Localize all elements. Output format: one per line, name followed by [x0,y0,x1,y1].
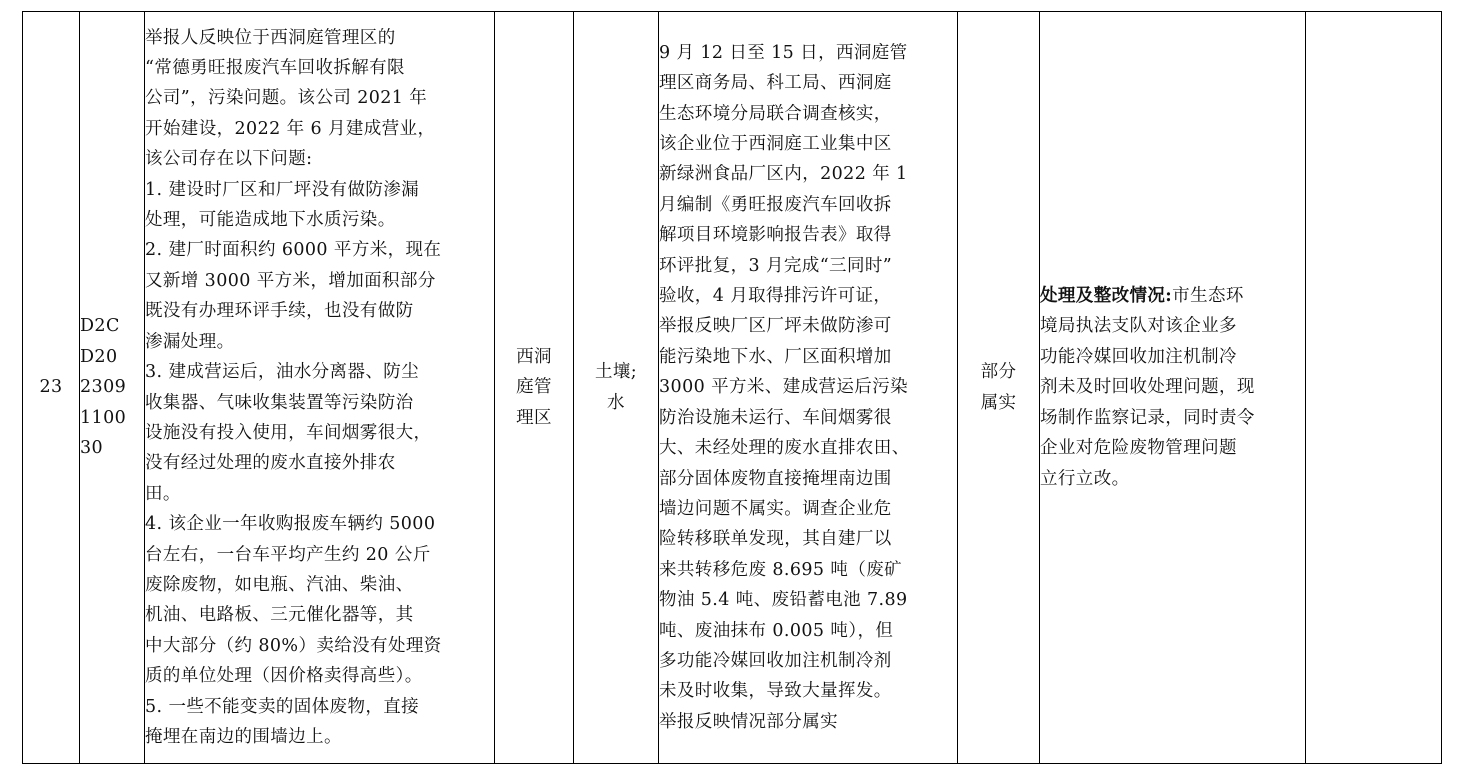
handling-first-line [1040,281,1305,311]
investigation-line: 吨、废油抹布 0.005 吨），但 [659,620,894,641]
complaint-line: 台左右，一台车平均产生约 20 公斤 [145,544,431,565]
complaint-line: 收集器、气味收集装置等污染防治 [145,392,414,413]
complaint-report-table [22,11,1442,764]
investigation-line: 物油 5.4 吨、废铅蓄电池 7.89 [659,590,908,611]
verdict-line: 属实 [980,392,1017,413]
complaint-code-line: 30 [80,438,104,459]
complaint-line: 3. 建成营运后，油水分离器、防尘 [145,362,420,383]
district-cell [495,12,574,764]
investigation-line: 未及时收集，导致大量挥发。 [659,681,892,702]
complaint-content-cell [145,12,495,764]
district-line: 理区 [516,407,552,428]
handling-line: 功能冷媒回收加注机制冷 [1040,346,1237,367]
complaint-line: “常德勇旺报废汽车回收拆解有限 [145,58,405,79]
handling-line: 境局执法支队对该企业多 [1040,316,1237,337]
complaint-line: 5. 一些不能变卖的固体废物，直接 [145,696,420,717]
handling-line: 剂未及时回收处理问题，现 [1040,377,1255,398]
investigation-line: 3000 平方米、建成营运后污染 [659,377,908,398]
investigation-line: 新绿洲食品厂区内，2022 年 1 [659,164,908,185]
investigation-line: 该企业位于西洞庭工业集中区 [659,134,892,155]
investigation-line: 墙边问题不属实。调查企业危 [659,498,892,519]
investigation-line: 能污染地下水、厂区面积增加 [659,346,892,367]
complaint-line: 没有经过处理的废水直接外排农 [145,453,396,474]
handling-line: 企业对危险废物管理问题 [1040,438,1237,459]
investigation-cell [659,12,958,764]
investigation-line: 理区商务局、科工局、西洞庭 [659,73,892,94]
handling-heading: 处理及整改情况: [1040,286,1173,307]
complaint-code-line: D2C [80,316,120,337]
handling-line: 立行立改。 [1040,468,1130,489]
investigation-line: 举报反映厂区厂坪未做防渗可 [659,316,892,337]
complaint-line: 举报人反映位于西洞庭管理区的 [145,27,396,48]
complaint-line: 该公司存在以下问题: [145,149,313,170]
district-line: 西洞 [516,346,552,367]
complaint-line: 1. 建设时厂区和厂坪没有做防渗漏 [145,179,420,200]
pollution-type-line: 水 [607,392,625,413]
handling-cell [1040,12,1306,764]
complaint-line: 设施没有投入使用，车间烟雾很大， [145,422,432,443]
complaint-line: 处理，可能造成地下水质污染。 [145,210,396,231]
pollution-type-line: 土壤; [594,362,638,383]
sequence-number: 23 [39,377,63,398]
investigation-line: 多功能冷媒回收加注机制冷剂 [659,650,892,671]
investigation-line: 生态环境分局联合调查核实， [659,103,892,124]
investigation-line: 月编制《勇旺报废汽车回收拆 [659,194,892,215]
pollution-type-cell [574,12,659,764]
complaint-line: 4. 该企业一年收购报废车辆约 5000 [145,514,436,535]
district-line: 庭管 [516,377,552,398]
investigation-line: 解项目环境影响报告表》取得 [659,225,892,246]
investigation-line: 举报反映情况部分属实 [659,711,838,732]
complaint-line: 渗漏处理。 [145,331,235,352]
investigation-line: 环评批复，3 月完成“三同时” [659,255,893,276]
investigation-line: 来共转移危废 8.695 吨（废矿 [659,559,903,580]
complaint-line: 既没有办理环评手续，也没有做防 [145,301,414,322]
investigation-line: 防治设施未运行、车间烟雾很 [659,407,892,428]
table-row [23,12,1442,764]
investigation-line: 大、未经处理的废水直排农田、 [659,438,910,459]
remark-cell [1306,12,1442,764]
investigation-line: 验收，4 月取得排污许可证， [659,286,892,307]
complaint-line: 田。 [145,483,181,504]
complaint-line: 又新增 3000 平方米，增加面积部分 [145,270,436,291]
complaint-line: 质的单位处理（因价格卖得高些）。 [145,666,423,687]
complaint-code-line: D20 [80,346,118,367]
investigation-line: 部分固体废物直接掩埋南边围 [659,468,892,489]
complaint-line: 中大部分（约 80%）卖给没有处理资 [145,635,442,656]
investigation-line: 险转移联单发现，其自建厂以 [659,529,892,550]
handling-line: 市生态环 [1172,286,1244,307]
complaint-line: 2. 建厂时面积约 6000 平方米，现在 [145,240,442,261]
complaint-code-cell [80,12,145,764]
complaint-line: 机油、电路板、三元催化器等，其 [145,605,414,626]
sequence-number-cell [23,12,80,764]
verdict-cell [958,12,1040,764]
complaint-line: 开始建设，2022 年 6 月建成营业， [145,118,436,139]
complaint-line: 掩埋在南边的围墙边上。 [145,726,342,747]
handling-line: 场制作监察记录，同时责令 [1040,407,1255,428]
investigation-line: 9 月 12 日至 15 日，西洞庭管 [659,42,908,63]
complaint-code-line: 2309 [80,377,127,398]
complaint-line: 公司”，污染问题。该公司 2021 年 [145,88,428,109]
complaint-line: 废除废物，如电瓶、汽油、柴油、 [145,574,414,595]
verdict-line: 部分 [980,362,1017,383]
complaint-code-line: 1100 [80,407,127,428]
